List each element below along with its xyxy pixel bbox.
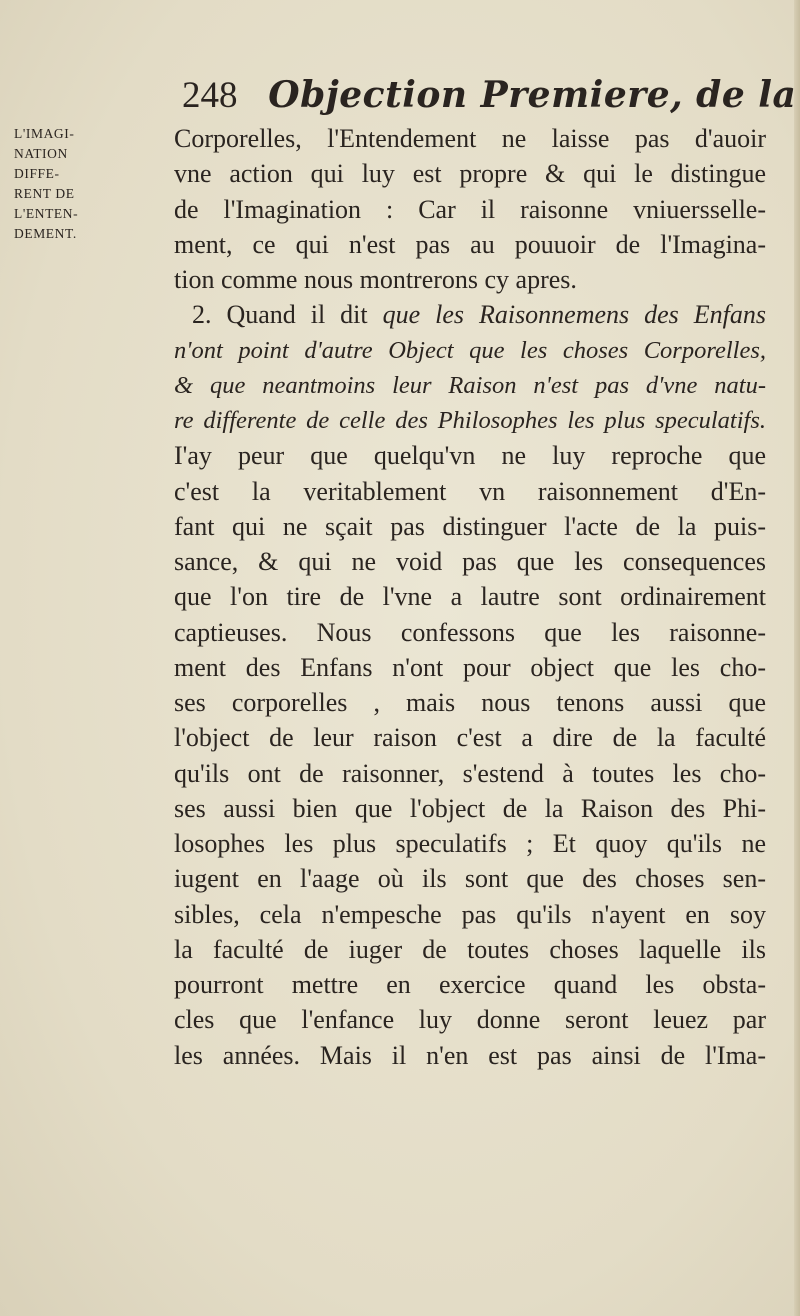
text-line: qu'ils ont de raisonner, s'estend à toutes les cho- — [174, 758, 766, 788]
marginal-note-line: RENT DE — [14, 186, 75, 201]
text-line: losophes les plus speculatifs ; Et quoy qu'ils ne — [174, 829, 766, 858]
text-line: ment, ce qui n'est pas au pouuoir de l'Imagina- — [174, 229, 766, 259]
text-line: sance, & qui ne void pas que les consequences — [174, 547, 766, 576]
text-line: de l'Imagination : Car il raisonne vniuersselle- — [174, 194, 766, 224]
text-line-section-2 — [174, 297, 766, 332]
text-line: ment des Enfans n'ont pour object que les cho- — [174, 652, 766, 682]
marginal-note-line: DIFFE- — [14, 166, 60, 181]
text-line: cles que l'enfance luy donne seront leuez par — [174, 1005, 766, 1035]
marginal-note — [14, 124, 179, 244]
body-text — [174, 121, 766, 1073]
quoted-line: re differente de celle des Philosophes les plus speculatifs. — [174, 407, 766, 434]
text-line: vne action qui luy est propre & qui le distingue — [174, 159, 766, 189]
text-line: que l'on tire de l'vne a lautre sont ordinairement — [174, 582, 766, 612]
page-edge — [794, 0, 800, 1316]
marginal-note-line: L'ENTEN- — [14, 206, 79, 221]
text-line: l'object de leur raison c'est a dire de la faculté — [174, 723, 766, 753]
text-line: captieuses. Nous confessons que les raisonne- — [174, 617, 766, 647]
section-number-text: 2. Quand il dit — [192, 300, 383, 330]
marginal-note-line: NATION — [14, 146, 68, 161]
text-line: ses corporelles , mais nous tenons aussi que — [174, 688, 766, 717]
text-line: I'ay peur que quelqu'vn ne luy reproche que — [174, 441, 766, 471]
text-line: les années. Mais il n'en est pas ainsi de l'Ima- — [174, 1040, 766, 1070]
running-head — [182, 66, 797, 122]
marginal-note-line: L'IMAGI- — [14, 126, 75, 141]
text-line: fant qui ne sçait pas distinguer l'acte de la puis- — [174, 511, 766, 541]
text-line: c'est la veritablement vn raisonnement d'En- — [174, 476, 766, 506]
quoted-text: que les Raisonnemens des Enfans — [382, 300, 766, 330]
page-number: 248 — [182, 75, 238, 116]
text-line: ses aussi bien que l'object de la Raison des Phi- — [174, 793, 766, 823]
text-line: tion comme nous montrerons cy apres. — [174, 265, 577, 294]
text-line: la faculté de iuger de toutes choses laquelle ils — [174, 934, 766, 964]
text-line: sibles, cela n'empesche pas qu'ils n'ayent en soy — [174, 899, 766, 929]
text-line: iugent en l'aage où ils sont que des choses sen- — [174, 864, 766, 894]
text-line: Corporelles, l'Entendement ne laisse pas d'auoir — [174, 124, 766, 153]
marginal-note-line: DEMENT. — [14, 226, 77, 241]
text-line: pourront mettre en exercice quand les obsta- — [174, 970, 766, 999]
quoted-line: & que neantmoins leur Raison n'est pas d'vne natu- — [174, 371, 766, 399]
quoted-line: n'ont point d'autre Object que les choses Corporelles, — [174, 336, 766, 364]
running-title: Objection Premiere, de la — [268, 74, 797, 116]
